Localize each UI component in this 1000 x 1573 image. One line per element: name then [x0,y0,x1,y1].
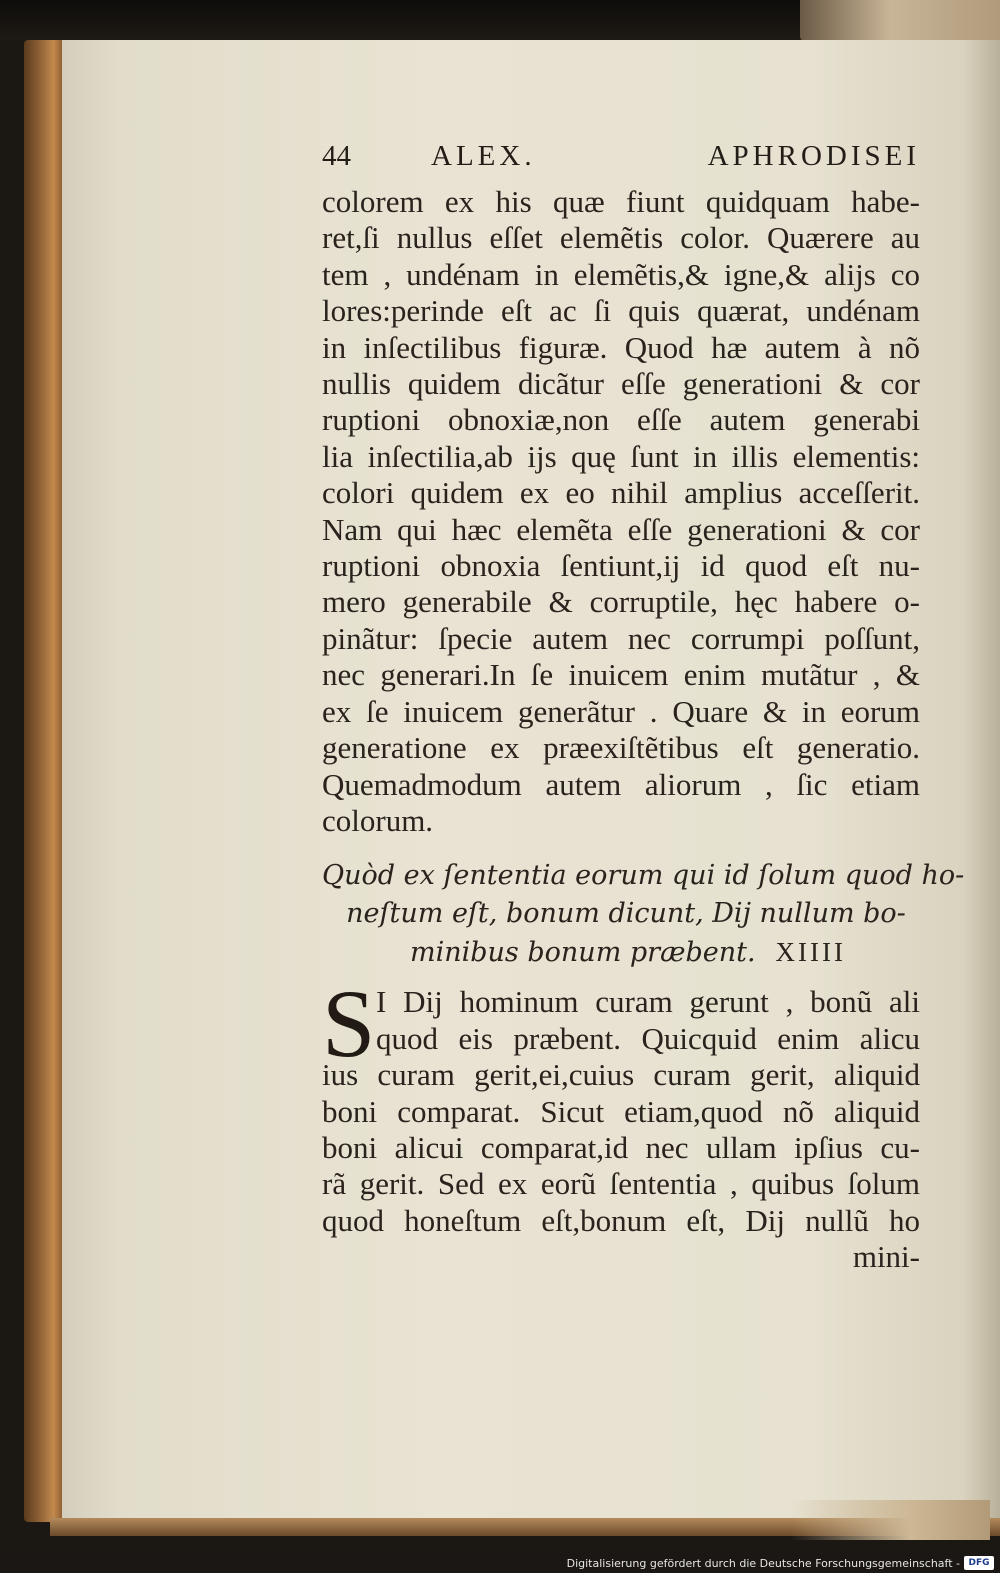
text-line: I Dij hominum curam gerunt , bonũ ali [376,984,920,1020]
text-line: ret,ſi nullus eſſet elemẽtis color. Quærere au [322,220,920,256]
chapter-heading [322,857,965,972]
text-line: colori quidem ex eo nihil amplius acceſſerit. [322,475,920,511]
text-line: mero generabile & corruptile, hęc habere o- [322,584,920,620]
text-line: lores:perinde eſt ac ſi quis quærat, undénam [322,293,920,329]
text-line: boni alicui comparat,id nec ullam ipſius cu- [322,1129,920,1165]
book-corner-bottom [790,1500,990,1540]
book-corner [800,0,1000,42]
text-line: boni comparat. Sicut etiam,quod nõ aliquid [322,1093,920,1129]
text-line: nullis quidem dicãtur eſſe generationi & cor [322,366,920,402]
text-line: Nam qui hæc elemẽta eſſe generationi & cor [322,511,920,547]
running-head [322,140,920,184]
text-line: tem , undénam in elemẽtis,& igne,& alijs co [322,256,920,292]
printed-text-block [322,140,965,1275]
text-line: colorum. [322,802,434,838]
paragraph-1 [322,184,920,839]
dfg-logo: DFG [964,1556,994,1570]
running-title-word: ALEX. [431,140,536,172]
text-line: nec generari.In ſe inuicem enim mutãtur , & [322,657,920,693]
text-line: quod eis præbent. Quicquid enim alicu [376,1020,920,1056]
heading-line: neſtum eſt, bonum dicunt, Dij nullum bo- [346,898,906,930]
catchword: mini- [852,1239,920,1275]
chapter-number: XIIII [775,937,846,968]
text-line: in inſectilibus figuræ. Quod hæ autem à nõ [322,329,920,365]
drop-cap: S [322,970,376,1078]
text-line: Quemadmodum autem aliorum , ſic etiam [322,766,920,802]
text-line: lia inſectilia,ab ijs quę ſunt in illis elementis: [322,438,920,474]
text-line: rã gerit. Sed ex eorũ ſententia , quibus ſolum [322,1166,920,1202]
page-number: 44 [322,140,351,172]
text-line: ex ſe inuicem generãtur . Quare & in eorum [322,693,920,729]
running-title-word: APHRODISEI [707,140,920,172]
running-title [431,140,920,173]
paragraph-2-lines [322,970,920,1239]
heading-line-text: minibus bonum præbent. [410,937,756,969]
text-line: generatione ex præexiſtẽtibus eſt generatio. [322,730,920,766]
book-cover-edge [24,40,66,1522]
text-line: pinãtur: ſpecie autem nec corrumpi poſſunt, [322,620,920,656]
heading-line: Quòd ex ſententia eorum qui id ſolum quod ho- [322,860,965,892]
footer-bar [0,1553,1000,1573]
text-line: colorem ex his quæ fiunt quidquam habe- [322,184,920,219]
text-line: ruptioni obnoxia ſentiunt,ij id quod eſt nu- [322,548,920,584]
paragraph-2 [322,970,920,1275]
funding-credit: Digitalisierung gefördert durch die Deutsche Forschungsgemeinschaft - [566,1557,960,1570]
heading-line [322,933,920,972]
text-line: ruptioni obnoxiæ,non eſſe autem generabi [322,402,920,438]
text-line: quod honeſtum eſt,bonum eſt, Dij nullũ ho [322,1202,920,1238]
text-line: ius curam gerit,ei,cuius curam gerit, aliquid [322,1057,920,1093]
